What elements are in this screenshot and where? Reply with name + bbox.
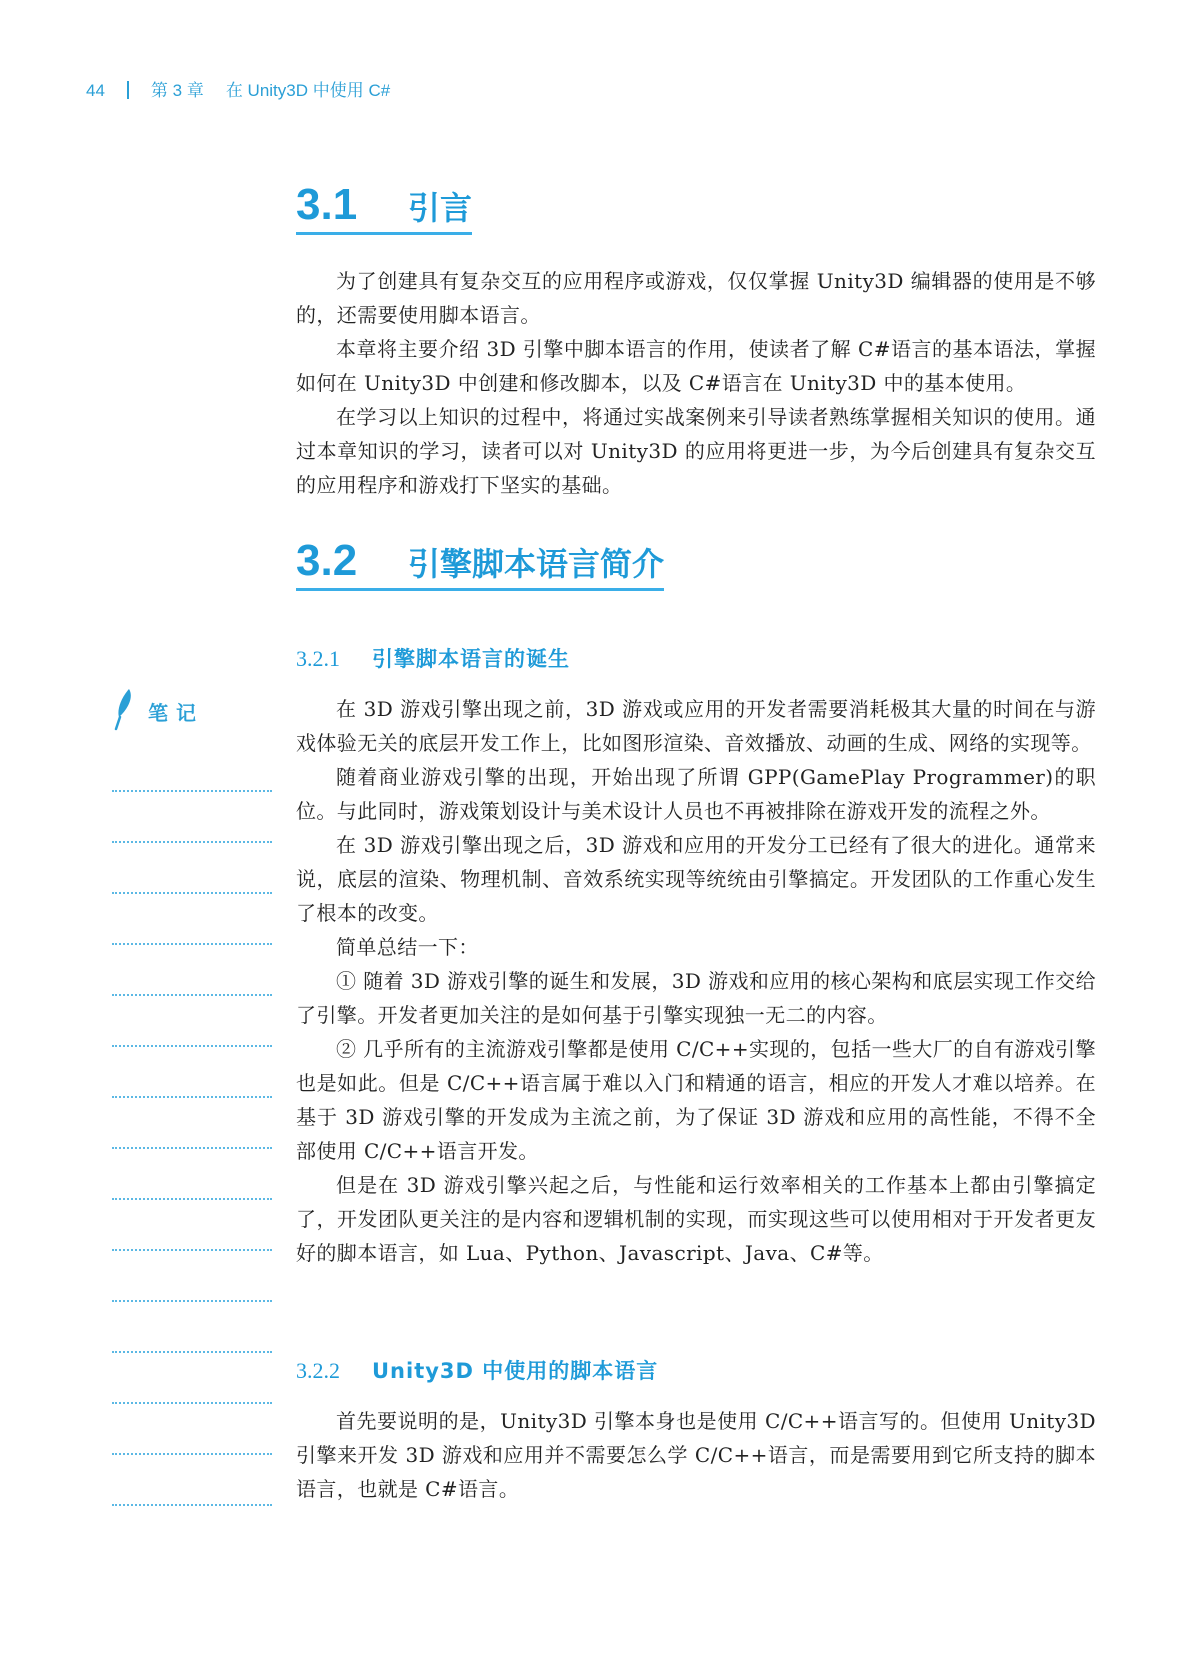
note-line (112, 943, 272, 945)
margin-note-label (112, 687, 204, 735)
subsection-number: 3.2.1 (296, 646, 340, 671)
note-line (112, 1096, 272, 1098)
list-item: ② 几乎所有的主流游戏引擎都是使用 C/C++实现的，包括一些大厂的自有游戏引擎也是如此。但是 C/C++语言属于难以入门和精通的语言，相应的开发人才难以培养。在基于 3D 游戏引擎的开发成为主流之前，为了保证 3D 游戏和应用的高性能，不得不全部使用 C/C++语言开发。 (296, 1037, 1096, 1163)
subsection-1-body (296, 692, 1096, 1270)
section-1-body (296, 264, 1096, 502)
note-line (112, 1351, 272, 1353)
section-heading-3-1 (296, 180, 472, 235)
running-head (86, 76, 390, 101)
paragraph: 在 3D 游戏引擎出现之前，3D 游戏或应用的开发者需要消耗极其大量的时间在与游戏体验无关的底层开发工作上，比如图形渲染、音效播放、动画的生成、网络的实现等。 (296, 697, 1096, 755)
paragraph: 本章将主要介绍 3D 引擎中脚本语言的作用，使读者了解 C#语言的基本语法，掌握如何在 Unity3D 中创建和修改脚本，以及 C#语言在 Unity3D 中的基本使用。 (296, 337, 1096, 395)
note-line (112, 841, 272, 843)
paragraph: 在 3D 游戏引擎出现之后，3D 游戏和应用的开发分工已经有了很大的进化。通常来说，底层的渲染、物理机制、音效系统实现等统统由引擎搞定。开发团队的工作重心发生了根本的改变。 (296, 833, 1096, 925)
section-title: 引擎脚本语言简介 (408, 545, 665, 583)
section-number: 3.2 (296, 536, 358, 585)
chapter-title: 在 Unity3D 中使用 C# (225, 81, 391, 100)
note-line (112, 1402, 272, 1404)
note-line (112, 1504, 272, 1506)
subsection-title: 引擎脚本语言的诞生 (372, 647, 570, 671)
page-number: 44 (86, 81, 105, 100)
paragraph: 在学习以上知识的过程中，将通过实战案例来引导读者熟练掌握相关知识的使用。通过本章知识的学习，读者可以对 Unity3D 的应用将更进一步，为今后创建具有复杂交互的应用程序和游戏打下坚实的基础。 (296, 405, 1096, 497)
note-line (112, 1300, 272, 1302)
list-item: ① 随着 3D 游戏引擎的诞生和发展，3D 游戏和应用的核心架构和底层实现工作交给了引擎。开发者更加关注的是如何基于引擎实现独一无二的内容。 (296, 969, 1096, 1027)
paragraph: 但是在 3D 游戏引擎兴起之后，与性能和运行效率相关的工作基本上都由引擎搞定了，开发团队更关注的是内容和逻辑机制的实现，而实现这些可以使用相对于开发者更友好的脚本语言，如 Lua、Python、Javascript、Java、C#等。 (296, 1173, 1096, 1265)
subsection-number: 3.2.2 (296, 1358, 340, 1383)
note-line (112, 1198, 272, 1200)
section-title: 引言 (408, 189, 473, 227)
note-label-text: 笔记 (148, 700, 204, 725)
note-line (112, 892, 272, 894)
section-heading-3-2 (296, 536, 664, 591)
feather-icon (112, 687, 134, 735)
subsection-heading-3-2-1 (296, 643, 570, 673)
note-line (112, 1045, 272, 1047)
note-line (112, 1147, 272, 1149)
paragraph: 随着商业游戏引擎的出现，开始出现了所谓 GPP(GamePlay Programmer)的职位。与此同时，游戏策划设计与美术设计人员也不再被排除在游戏开发的流程之外。 (296, 765, 1096, 823)
note-line (112, 790, 272, 792)
paragraph: 首先要说明的是，Unity3D 引擎本身也是使用 C/C++语言写的。但使用 Unity3D 引擎来开发 3D 游戏和应用并不需要怎么学 C/C++语言，而是需要用到它所支持的脚本语言，也就是 C#语言。 (296, 1409, 1096, 1501)
header-divider (127, 81, 129, 99)
subsection-2-body (296, 1404, 1096, 1506)
subsection-heading-3-2-2 (296, 1355, 658, 1385)
paragraph: 简单总结一下： (336, 935, 479, 959)
subsection-title: Unity3D 中使用的脚本语言 (372, 1359, 659, 1383)
note-line (112, 994, 272, 996)
section-number: 3.1 (296, 180, 358, 229)
note-line (112, 1453, 272, 1455)
note-line (112, 1249, 272, 1251)
chapter-label: 第 3 章 (150, 81, 204, 100)
paragraph: 为了创建具有复杂交互的应用程序或游戏，仅仅掌握 Unity3D 编辑器的使用是不够的，还需要使用脚本语言。 (296, 269, 1096, 327)
